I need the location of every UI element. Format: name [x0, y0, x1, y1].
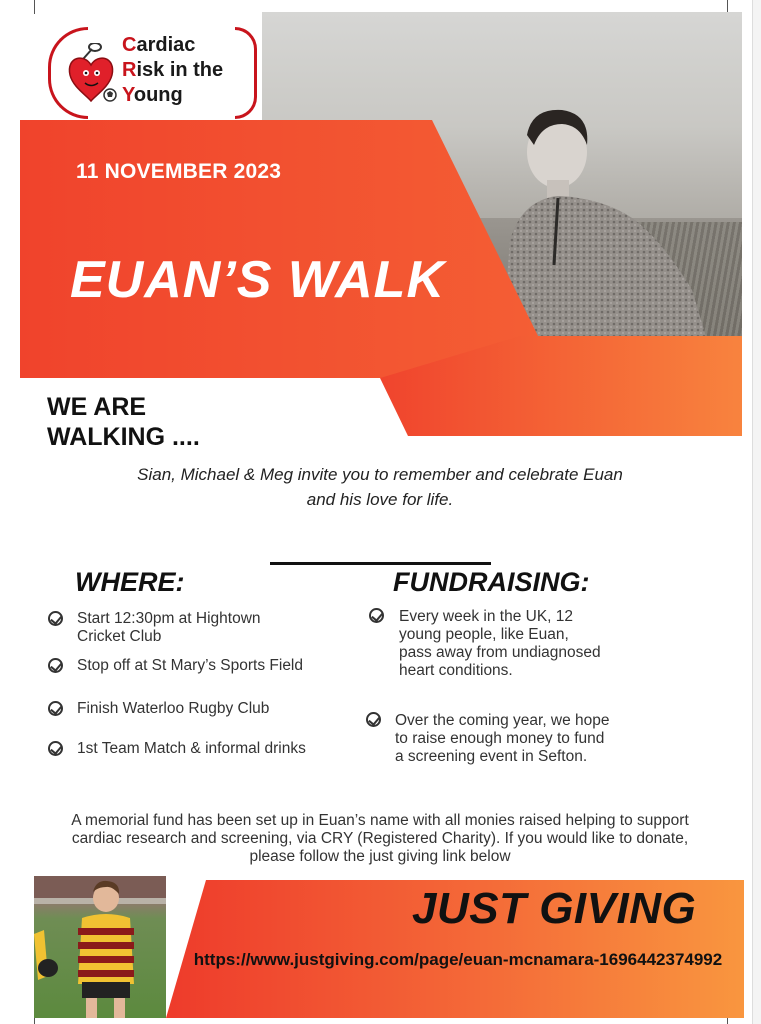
walking-heading-line1: WE ARE [47, 393, 147, 421]
logo-text [122, 33, 223, 108]
where-item-match: 1st Team Match & informal drinks [77, 740, 306, 757]
invite-text [60, 462, 700, 512]
check-icon [48, 741, 63, 756]
check-icon [366, 712, 381, 727]
where-item-finish: Finish Waterloo Rugby Club [77, 700, 270, 717]
section-divider [270, 562, 491, 565]
memorial-text: A memorial fund has been set up in Euan’s name with all monies raised helping to support cardiac research and screening, via CRY (Registered Charity). If you would like to donate, please follow the just giving link below [71, 812, 689, 865]
walking-heading [47, 392, 200, 452]
heart-mascot-icon [62, 43, 120, 105]
fundraising-item-goal: Over the coming year, we hope to raise enough money to fund a screening event in Sefton. [395, 712, 610, 765]
logo-line3: Young [122, 84, 183, 106]
fundraising-heading: FUNDRAISING: [393, 567, 590, 597]
fundraising-item-stat: Every week in the UK, 12 young people, like Euan, pass away from undiagnosed heart conditions. [399, 608, 601, 679]
logo-line1: Cardiac [122, 34, 196, 56]
check-icon [369, 608, 384, 623]
where-item-stop: Stop off at St Mary’s Sports Field [77, 657, 303, 674]
walking-heading-line2: WALKING .... [47, 423, 200, 451]
where-item-start: Start 12:30pm at Hightown Cricket Club [77, 610, 261, 645]
where-heading: WHERE: [75, 567, 185, 597]
invite-line2: and his love for life. [306, 490, 454, 509]
page-edge [752, 0, 761, 1024]
invite-line1: Sian, Michael & Meg invite you to remember and celebrate Euan [137, 465, 623, 484]
child-figure [34, 876, 166, 1018]
check-icon [48, 611, 63, 626]
event-title: EUAN’S WALK [70, 251, 445, 309]
logo-line2: Risk in the [122, 59, 224, 81]
logo-bracket-right [235, 27, 257, 119]
check-icon [48, 701, 63, 716]
child-photo [34, 876, 166, 1018]
check-icon [48, 658, 63, 673]
just-giving-heading: JUST GIVING [412, 884, 697, 933]
orange-banner [380, 336, 742, 436]
frame-mark [34, 0, 35, 14]
event-date: 11 NOVEMBER 2023 [76, 160, 282, 183]
cry-logo [40, 25, 262, 121]
just-giving-link[interactable]: https://www.justgiving.com/page/euan-mcnamara-1696442374992 [193, 950, 723, 969]
